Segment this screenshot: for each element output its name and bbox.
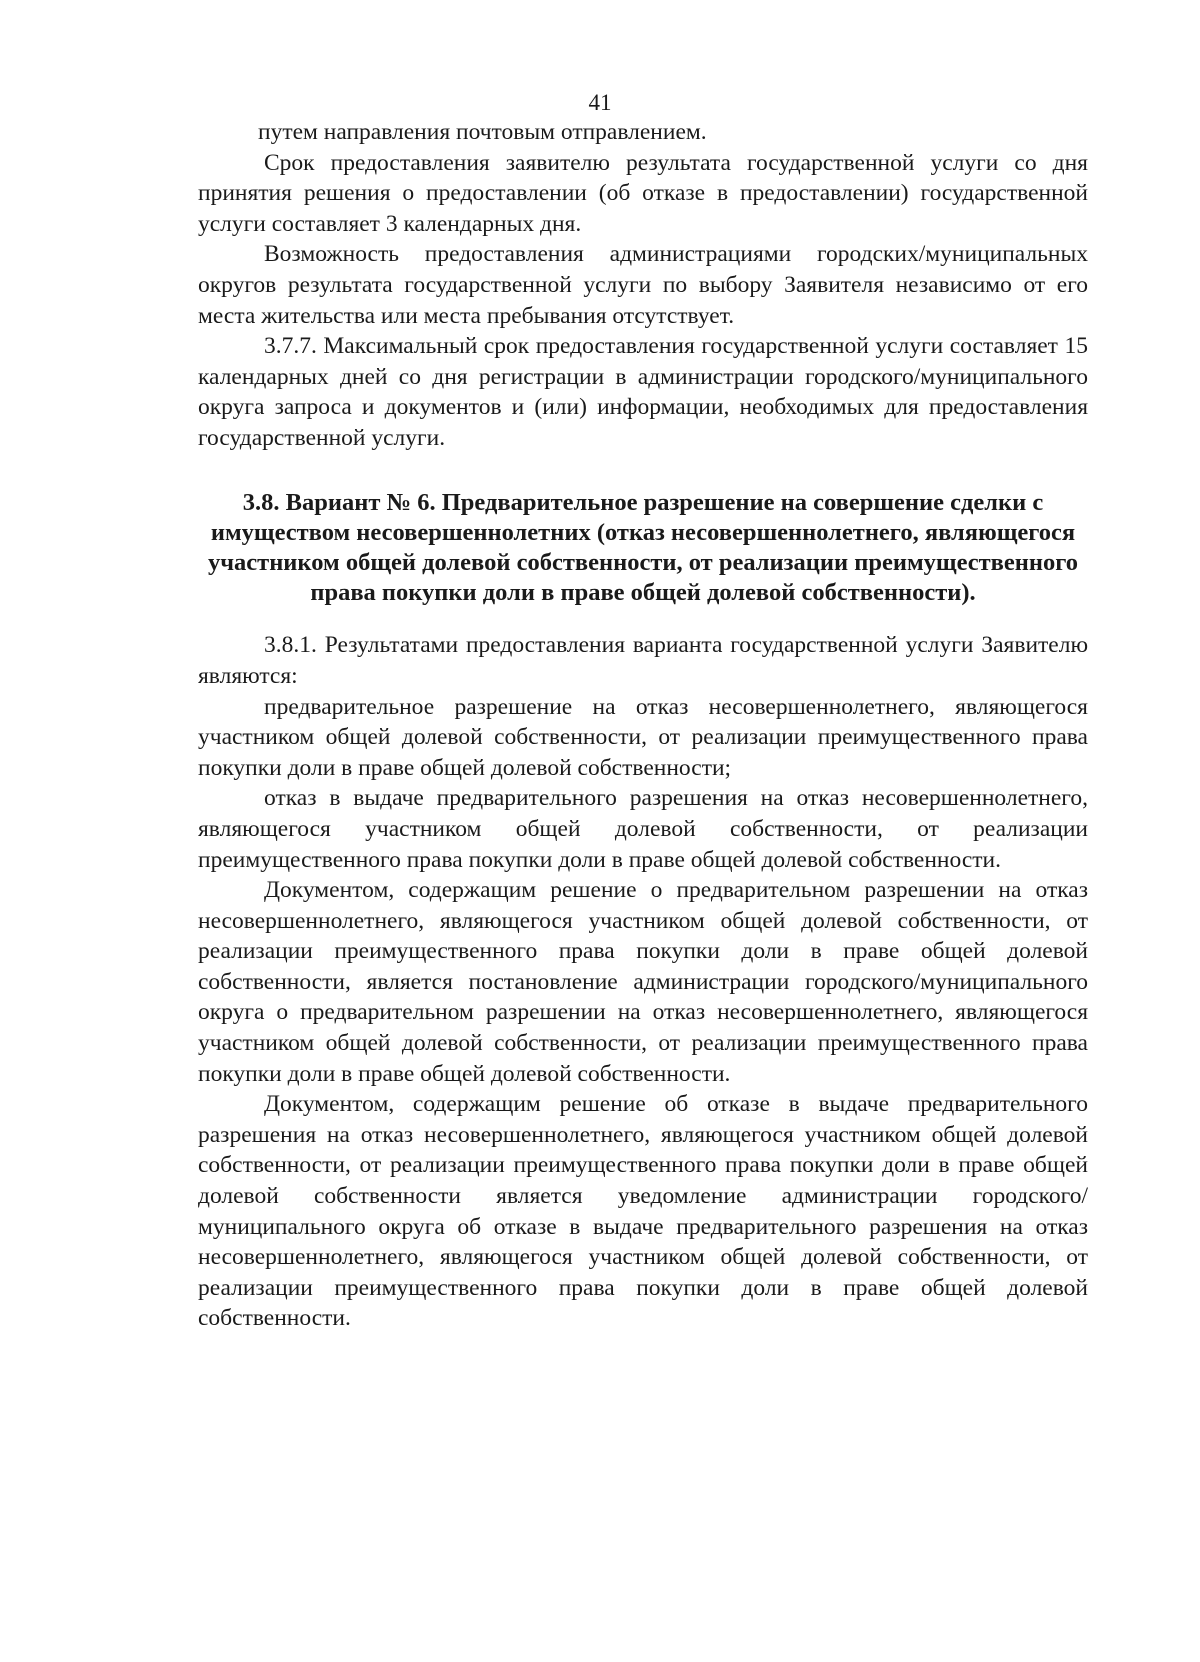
page-number: 41	[588, 90, 612, 115]
section-title-3-8: 3.8. Вариант № 6. Предварительное разрешение на совершение сделки с имуществом несовершеннолетних (отказ несовершеннолетнего, являющегося участником общей долевой собственности, от реализации преимущественного права покупки доли в праве общей долевой собственности).	[207, 488, 1079, 607]
paragraph-result-permission: предварительное разрешение на отказ несовершеннолетнего, являющегося участником общей долевой собственности, от реализации преимущественного права покупки доли в праве общей долевой собственности;	[198, 693, 1088, 781]
paragraph-extraterritorial: Возможность предоставления администрациями городских/муниципальных округов результата государственной услуги по выбору Заявителя независимо от его места жительства или места пребывания отсутствует.	[198, 241, 1088, 329]
document-body	[198, 117, 1088, 1334]
paragraph-result-refusal: отказ в выдаче предварительного разрешения на отказ несовершеннолетнего, являющегося участником общей долевой собственности, от реализации преимущественного права покупки доли в праве общей долевой собственности.	[198, 785, 1088, 873]
paragraph-delivery-term: Срок предоставления заявителю результата государственной услуги со дня принятия решения о предоставлении (об отказе в предоставлении) государственной услуги составляет 3 календарных дня.	[198, 149, 1088, 237]
paragraph-3-8-1: 3.8.1. Результатами предоставления варианта государственной услуги Заявителю являются:	[198, 632, 1088, 689]
paragraph-refusal-document: Документом, содержащим решение об отказе в выдаче предварительного разрешения на отказ несовершеннолетнего, являющегося участником общей долевой собственности, от реализации преимущественного права покупки доли в праве общей долевой собственности является уведомление администрации городского/муниципального округа об отказе в выдаче предварительного разрешения на отказ несовершеннолетнего, являющегося участником общей долевой собственности, от реализации преимущественного права покупки доли в праве общей долевой собственности.	[198, 1091, 1088, 1332]
paragraph-permission-document: Документом, содержащим решение о предварительном разрешении на отказ несовершеннолетнего, являющегося участником общей долевой собственности, от реализации преимущественного права покупки доли в праве общей долевой собственности, является постановление администрации городского/муниципального округа о предварительном разрешении на отказ несовершеннолетнего, являющегося участником общей долевой собственности, от реализации преимущественного права покупки доли в праве общей долевой собственности.	[198, 877, 1088, 1087]
paragraph-continuation: путем направления почтовым отправлением.	[258, 119, 707, 145]
paragraph-3-7-7: 3.7.7. Максимальный срок предоставления государственной услуги составляет 15 календарных дней со дня регистрации в администрации городского/муниципального округа запроса и документов и (или) информации, необходимых для предоставления государственной услуги.	[198, 333, 1088, 451]
